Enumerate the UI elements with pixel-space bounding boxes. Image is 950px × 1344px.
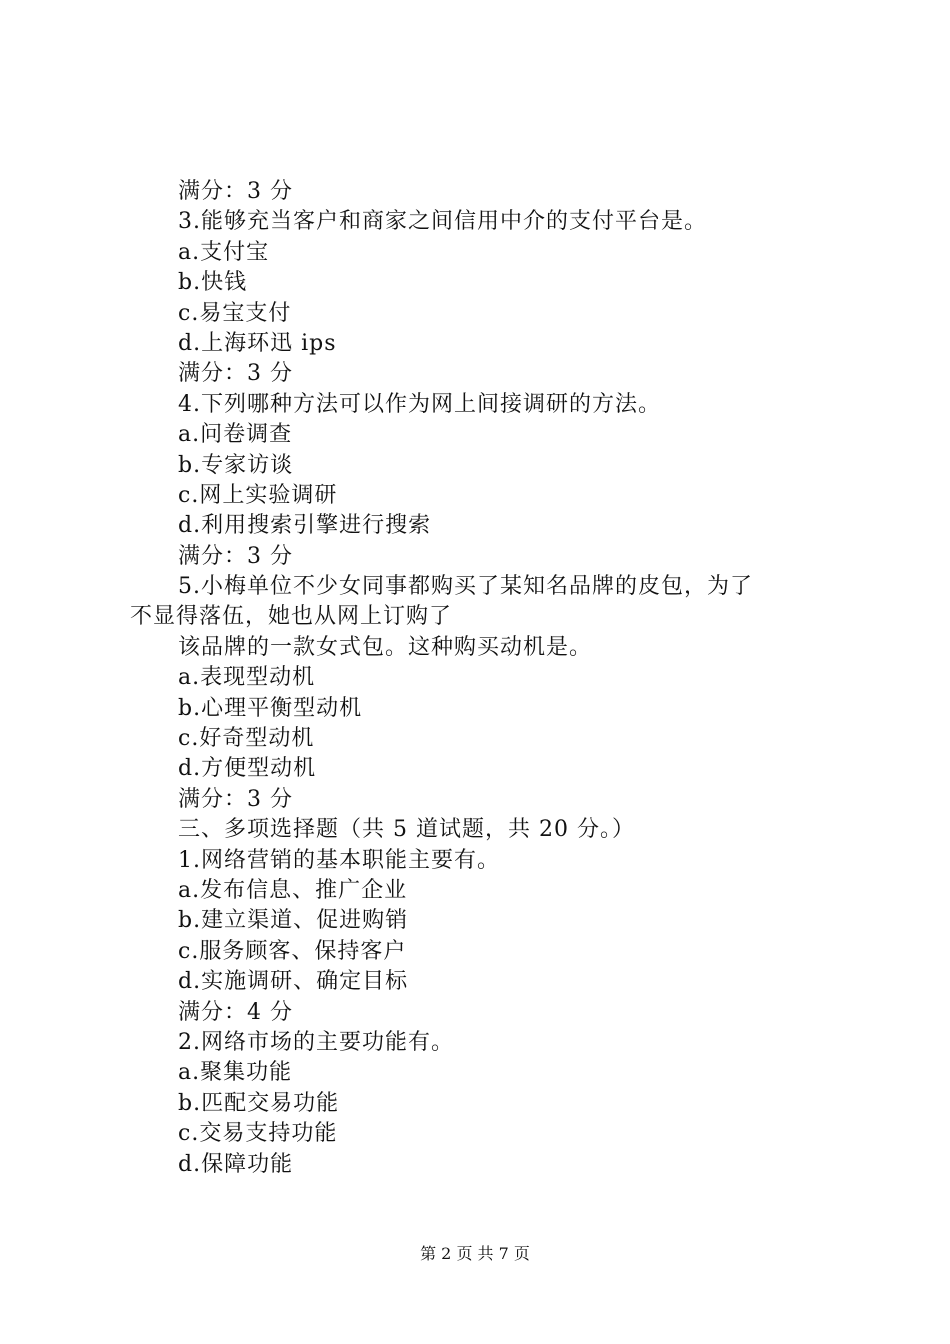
- option-d: d.利用搜索引擎进行搜索: [178, 513, 432, 539]
- option-c: c.交易支持功能: [178, 1121, 338, 1147]
- option-d: d.方便型动机: [178, 756, 317, 782]
- option-a: a.支付宝: [178, 239, 270, 265]
- question-5: 5.小梅单位不少女同事都购买了某知名品牌的皮包，为了: [178, 574, 753, 600]
- option-a: a.发布信息、推广企业: [178, 877, 408, 903]
- option-d: d.保障功能: [178, 1151, 294, 1177]
- option-c: c.网上实验调研: [178, 482, 338, 508]
- score-line: 满分：3 分: [178, 786, 293, 812]
- option-d: d.实施调研、确定目标: [178, 969, 409, 995]
- question-4: 4.下列哪种方法可以作为网上间接调研的方法。: [178, 391, 661, 417]
- question-5-continuation: 不显得落伍，她也从网上订购了: [130, 604, 453, 630]
- option-d: d.上海环迅 ips: [178, 330, 337, 356]
- score-line: 满分：3 分: [178, 361, 293, 387]
- option-c: c.服务顾客、保持客户: [178, 938, 407, 964]
- section-heading: 三、多项选择题（共 5 道试题，共 20 分。）: [178, 817, 635, 843]
- option-a: a.问卷调查: [178, 422, 293, 448]
- option-a: a.聚集功能: [178, 1060, 293, 1086]
- score-line: 满分：3 分: [178, 543, 293, 569]
- option-b: b.专家访谈: [178, 452, 294, 478]
- option-b: b.心理平衡型动机: [178, 695, 363, 721]
- option-b: b.匹配交易功能: [178, 1090, 340, 1116]
- question-5-continuation: 该品牌的一款女式包。这种购买动机是。: [178, 634, 593, 660]
- score-line: 满分：4 分: [178, 999, 293, 1025]
- option-b: b.快钱: [178, 270, 248, 296]
- option-c: c.好奇型动机: [178, 726, 315, 752]
- question-2: 2.网络市场的主要功能有。: [178, 1029, 454, 1055]
- option-b: b.建立渠道、促进购销: [178, 908, 409, 934]
- document-body: [130, 177, 840, 1180]
- option-c: c.易宝支付: [178, 300, 292, 326]
- score-line: 满分：3 分: [178, 179, 293, 204]
- page-footer: 第 2 页 共 7 页: [420, 1244, 530, 1263]
- question-1: 1.网络营销的基本职能主要有。: [178, 847, 500, 873]
- question-3: 3.能够充当客户和商家之间信用中介的支付平台是。: [178, 209, 707, 235]
- option-a: a.表现型动机: [178, 665, 316, 691]
